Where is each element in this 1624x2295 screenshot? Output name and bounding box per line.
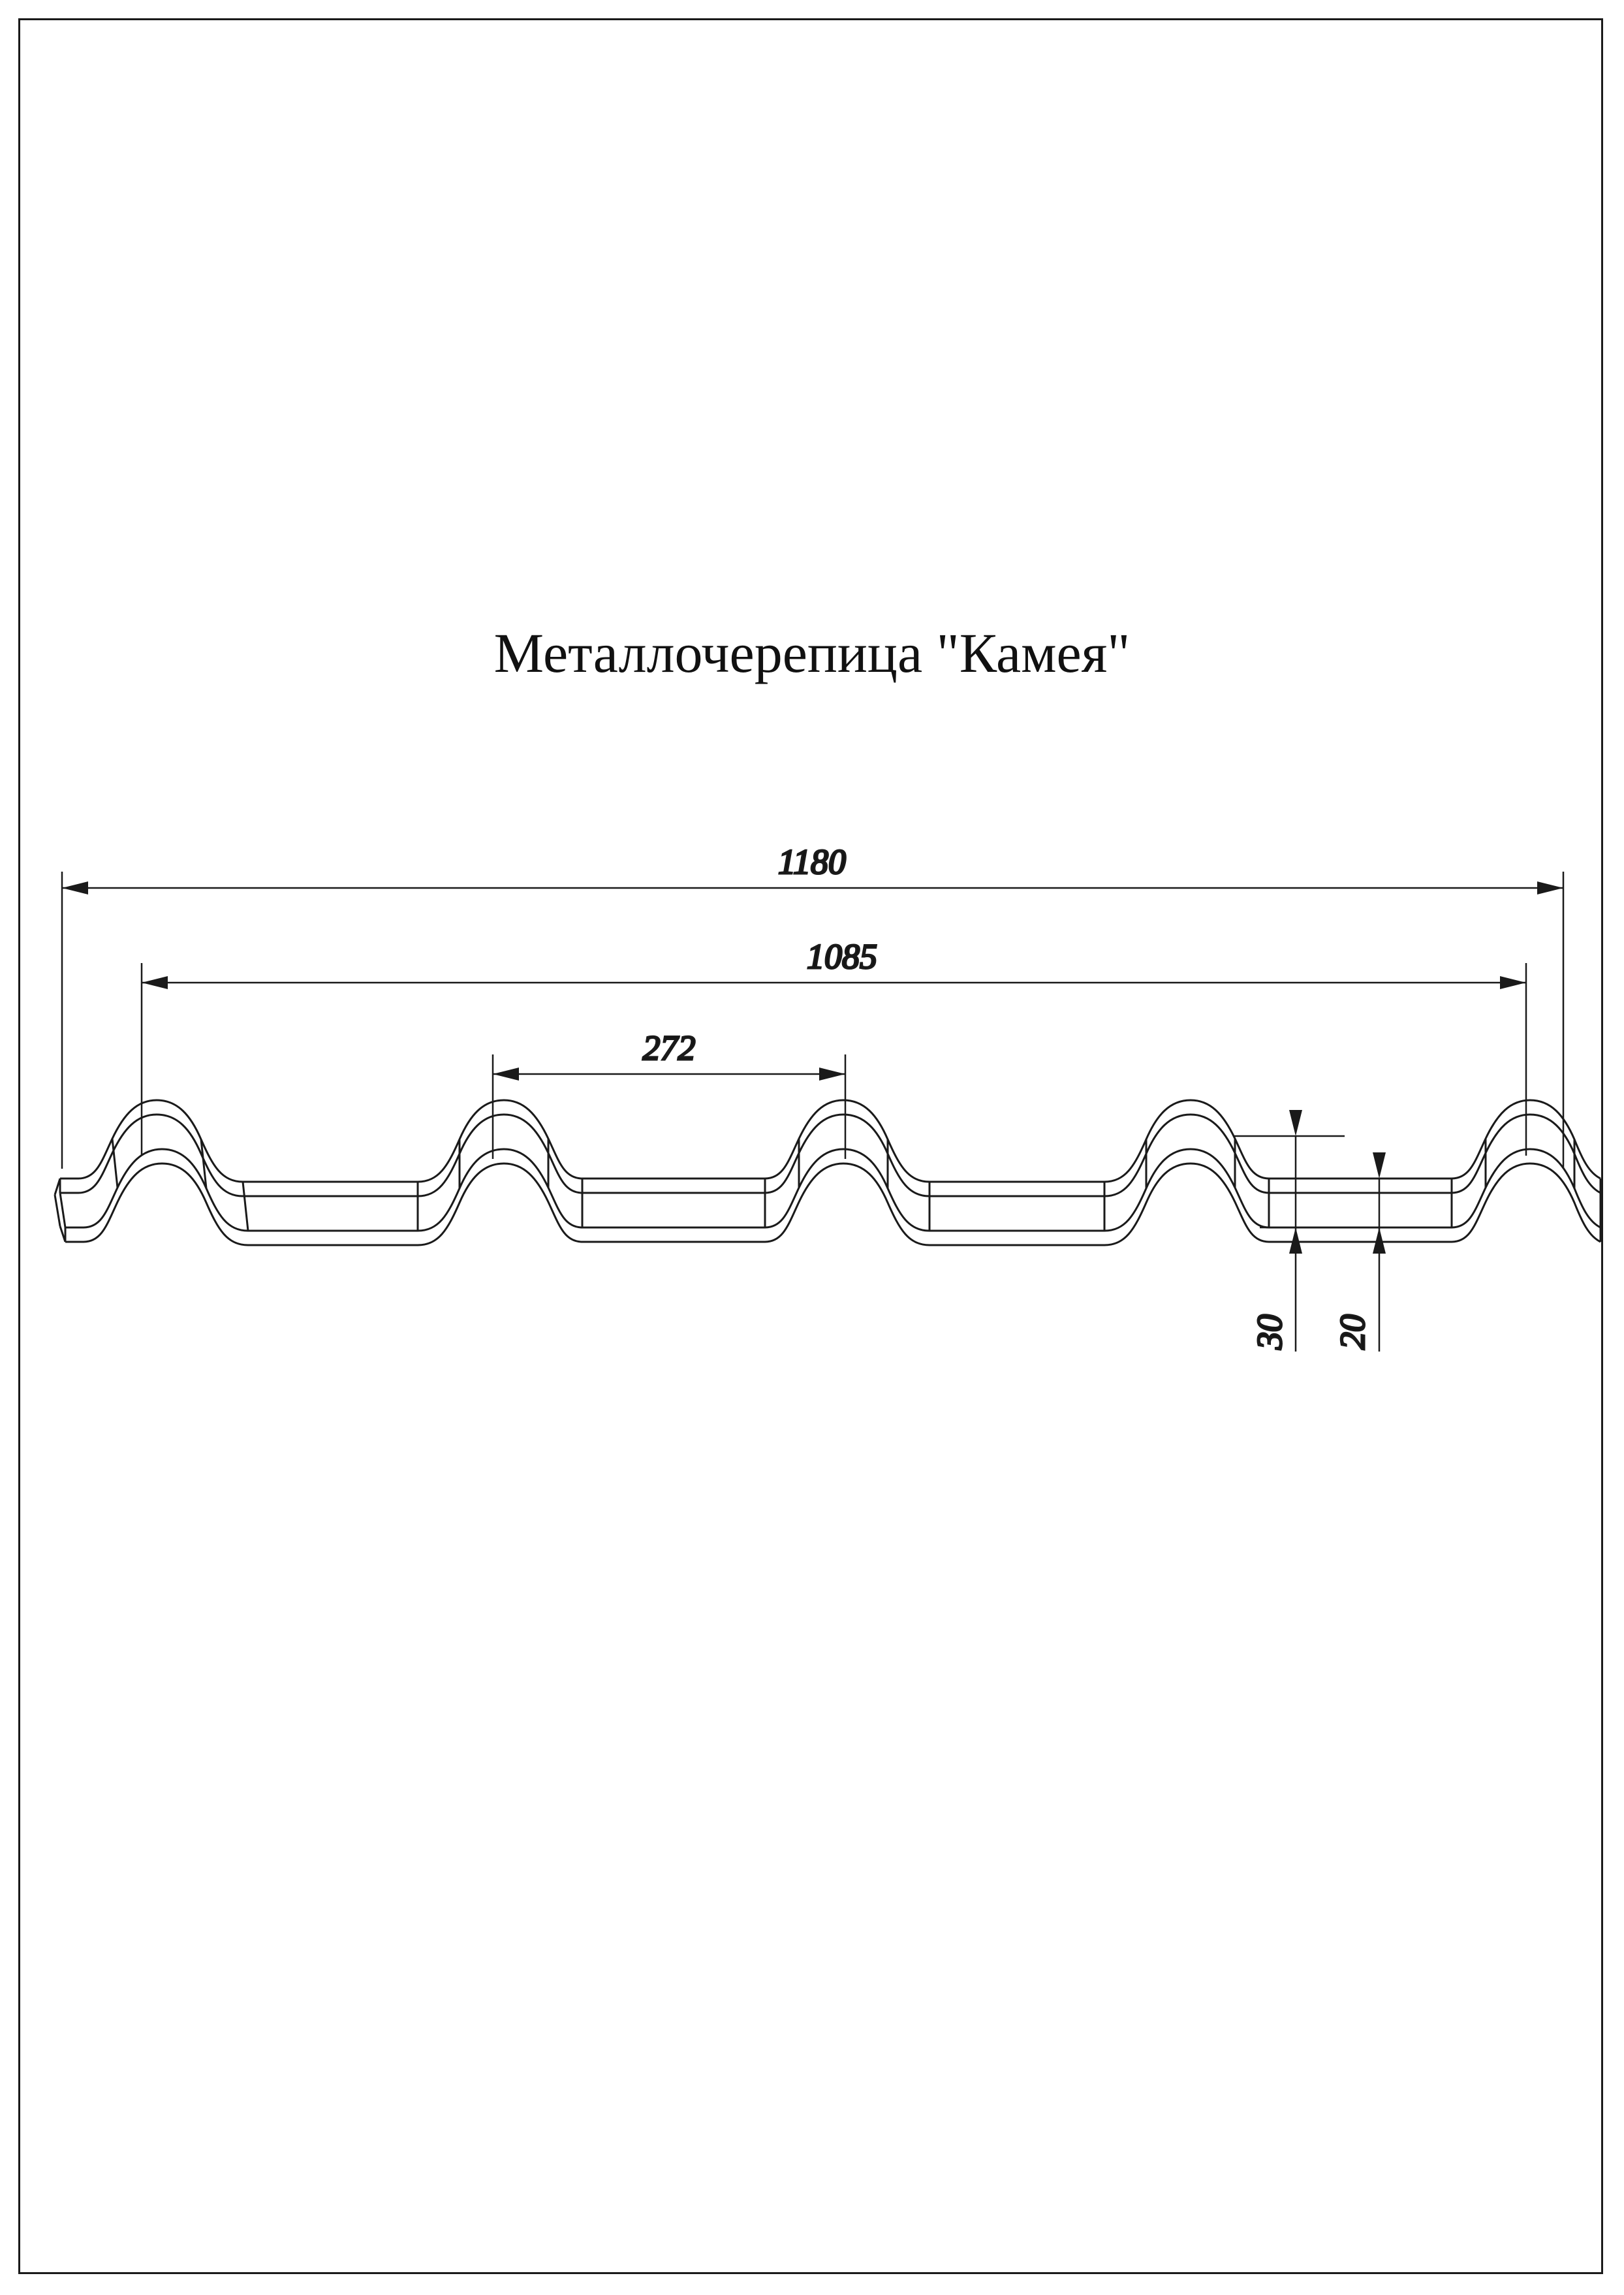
dimension-272 bbox=[493, 1054, 845, 1159]
profile-left-edge bbox=[55, 1179, 65, 1242]
profile-outer-top-line bbox=[60, 1100, 1601, 1182]
dimension-label-272: 272 bbox=[642, 1028, 696, 1068]
arrow-left-1085 bbox=[142, 976, 168, 989]
tile-profile-section bbox=[55, 1100, 1601, 1456]
dimension-label-30: 30 bbox=[1250, 1314, 1289, 1350]
profile-bottom-line bbox=[65, 1163, 1601, 1245]
arrow-top-20 bbox=[1373, 1152, 1386, 1179]
dimension-label-1085: 1085 bbox=[807, 937, 877, 976]
profile-inner-line-2 bbox=[65, 1149, 1601, 1231]
profile-inner-line-1 bbox=[60, 1115, 1601, 1196]
dimension-1180 bbox=[62, 872, 1563, 1169]
dimension-1085 bbox=[142, 963, 1526, 1156]
arrow-right-272 bbox=[819, 1068, 845, 1081]
dimension-label-1180: 1180 bbox=[778, 842, 846, 881]
page-title: Металлочерепица "Камея" bbox=[493, 622, 1131, 684]
arrow-right-1085 bbox=[1500, 976, 1526, 989]
profile-step-ticks bbox=[112, 1139, 1574, 1231]
profile-drawing bbox=[0, 803, 1624, 1456]
arrow-left-1180 bbox=[62, 881, 88, 894]
arrow-left-272 bbox=[493, 1068, 519, 1081]
arrow-top-30 bbox=[1289, 1110, 1302, 1136]
arrow-right-1180 bbox=[1537, 881, 1563, 894]
dimension-label-20: 20 bbox=[1333, 1314, 1372, 1350]
